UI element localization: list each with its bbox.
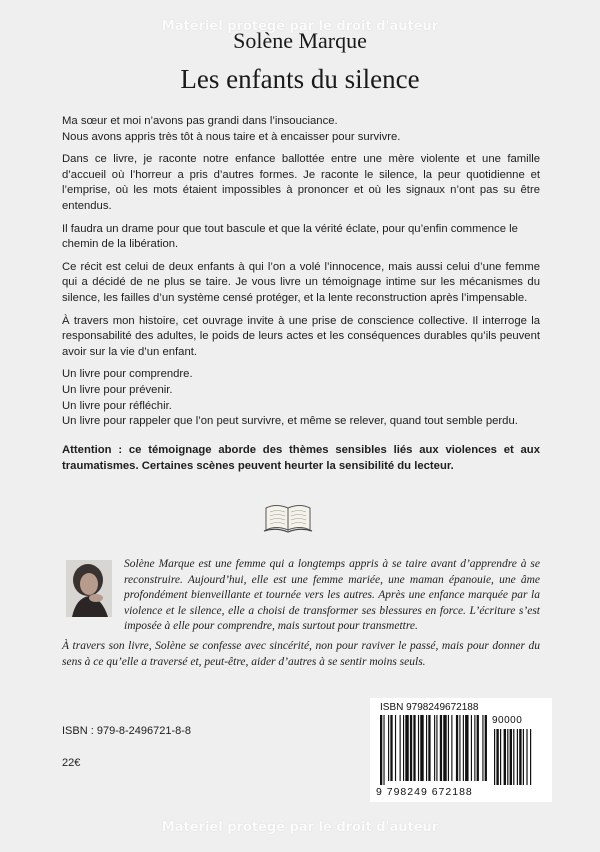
- barcode-panel: [370, 698, 552, 802]
- author-biography: Solène Marque est une femme qui a longtemps appris à se taire avant d’apprendre à se reconstruire. Aujourd’hui, elle est une femme mariée, une maman épanouie, une âme profondément bienveillante et tournée vers les autres. Après une enfance marquée par la violence et le silence, elle a choisi de transformer ses blessures en force. L’écriture s’est imposée à elle pour comprendre, mais surtout pour transmettre.: [124, 558, 540, 633]
- barcode-icon: [374, 715, 550, 787]
- isbn-text: ISBN : 979-8-2496721-8-8: [62, 725, 192, 737]
- book-title: Les enfants du silence: [180, 64, 420, 94]
- barcode-addon-number: 90000: [492, 715, 523, 726]
- open-book-icon: [262, 500, 314, 534]
- blurb-paragraph: Ce récit est celui de deux enfants à qui l’on a volé l’innocence, mais aussi celui d’une femme qui a décidé de ne plus se taire. Je vous livre un témoignage intime sur les mécanismes du silence, les failles d’un système censé protéger, et la lente reconstruction après l’impensable.: [62, 260, 540, 304]
- price-text: 22€: [62, 757, 81, 769]
- barcode-isbn-label: ISBN 9798249672188: [380, 702, 479, 713]
- back-cover-blurb: [62, 114, 540, 437]
- content-warning: Attention : ce témoignage aborde des thèmes sensibles liés aux violences et aux traumatismes. Certaines scènes peuvent heurter la sensibilité du lecteur.: [62, 444, 540, 472]
- copyright-watermark-top: Matériel protégé par le droit d'auteur: [161, 19, 439, 34]
- author-biography-continued: À travers son livre, Solène se confesse avec sincérité, non pour raviver le passé, mais pour donner du sens à ce qu’elle a traversé et, peut-être, aider d’autres à se sentir moins seuls.: [62, 640, 540, 668]
- blurb-paragraph: Ma sœur et moi n’avons pas grandi dans l’insouciance. Nous avons appris très tôt à nous taire et à encaisser pour survivre.: [62, 115, 401, 143]
- copyright-watermark-bottom: Matériel protégé par le droit d'auteur: [161, 820, 439, 835]
- blurb-paragraph: Dans ce livre, je raconte notre enfance ballottée entre une mère violente et une famille d’accueil où l’horreur a pris d’autres formes. Je raconte le silence, la peur quotidienne et l’emprise, où les mots étaient impossibles à prononcer et où les signaux n’ont pas su être entendus.: [62, 153, 540, 212]
- blurb-paragraph: À travers mon histoire, cet ouvrage invite à une prise de conscience collective. Il interroge la responsabilité des adultes, le poids de leurs actes et les conséquences durables qu’ils peuvent avoir sur la vie d’un enfant.: [62, 314, 540, 358]
- author-name: Solène Marque: [233, 28, 367, 53]
- barcode-digits: 9 798249 672188: [376, 786, 473, 798]
- author-photo: [66, 560, 112, 617]
- blurb-list: Un livre pour comprendre. Un livre pour prévenir. Un livre pour réfléchir. Un livre pour rappeler que l’on peut survivre, et même se relever, quand tout semble perdu.: [62, 368, 518, 428]
- blurb-paragraph: Il faudra un drame pour que tout bascule et que la vérité éclate, pour qu’enfin commence le chemin de la libération.: [62, 222, 518, 251]
